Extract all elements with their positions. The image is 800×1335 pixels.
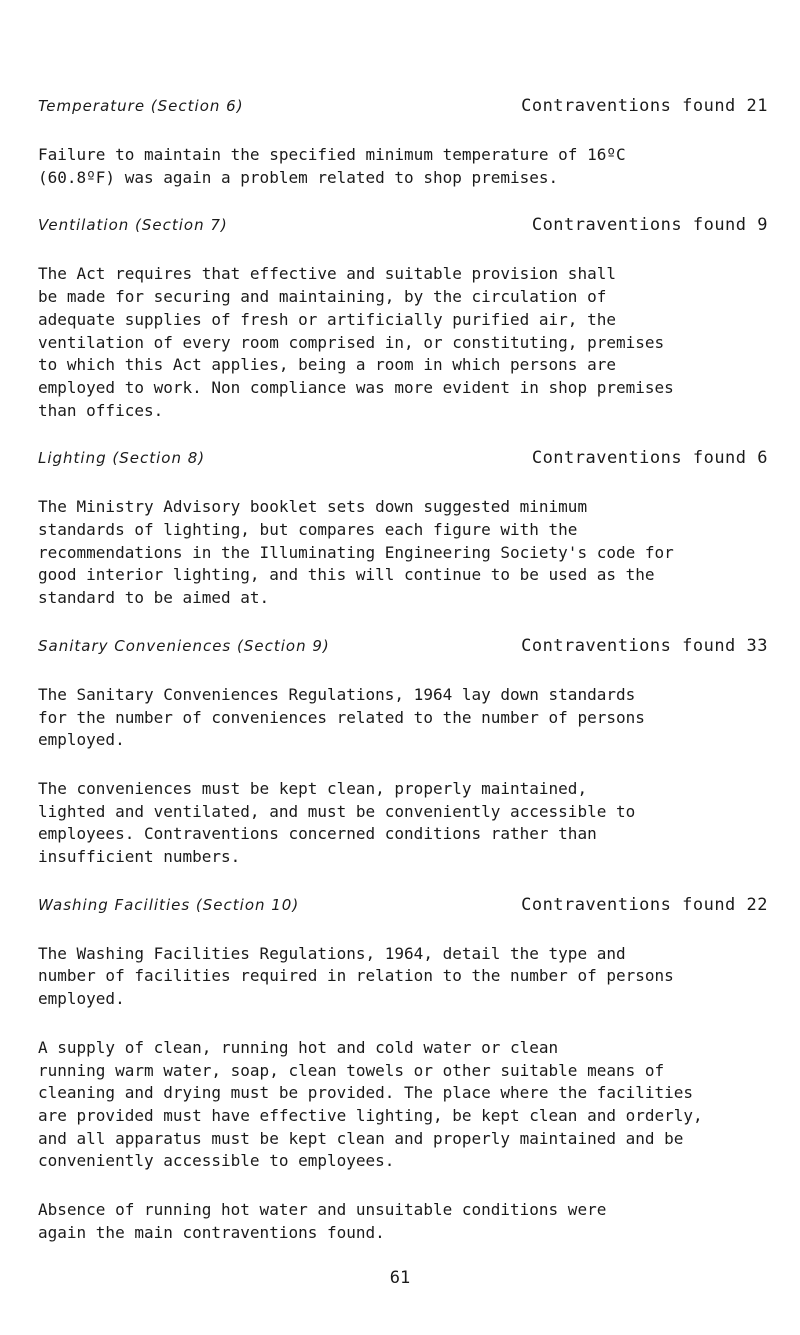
section-sanitary-conveniences xyxy=(38,634,768,869)
section-title: Temperature (Section 6) xyxy=(38,97,244,115)
section-heading xyxy=(38,94,768,118)
section-paragraph: Absence of running hot water and unsuitable conditions were again the main contraventions found. xyxy=(38,1200,607,1242)
section-paragraph: Failure to maintain the specified minimum temperature of 16ºC (60.8ºF) was again a problem related to shop premises. xyxy=(38,145,626,187)
contraventions-count: Contraventions found 21 xyxy=(521,96,768,116)
section-heading xyxy=(38,213,768,237)
section-paragraph: The Sanitary Conveniences Regulations, 1964 lay down standards for the number of conveniences related to the number of persons employed. xyxy=(38,684,645,750)
section-paragraph: The Act requires that effective and suitable provision shall be made for securing and maintaining, by the circulation of adequate supplies of fresh or artificially purified air, the ventilation of every room comprised in, or constituting, premises to which this Act applies, being a room in which persons are employed to work. Non compliance was more evident in shop premises than offices. xyxy=(38,264,674,420)
section-heading xyxy=(38,446,768,470)
section-heading xyxy=(38,634,768,658)
section-title: Sanitary Conveniences (Section 9) xyxy=(38,636,330,655)
contraventions-count: Contraventions found 9 xyxy=(531,215,768,236)
document-page xyxy=(38,94,768,1269)
section-temperature xyxy=(38,94,768,189)
section-paragraph: The Washing Facilities Regulations, 1964, detail the type and number of facilities required in relation to the number of persons employed. xyxy=(38,943,674,1009)
section-paragraph: The Ministry Advisory booklet sets down suggested minimum standards of lighting, but compares each figure with the recommendations in the Illuminating Engineering Society's code for good interior lighting, and this will continue to be used as the standard to be aimed at. xyxy=(38,497,674,608)
section-paragraph: A supply of clean, running hot and cold water or clean running warm water, soap, clean towels or other suitable means of cleaning and drying must be provided. The place where the facilities are provided must have effective lighting, be kept clean and orderly, and all apparatus must be kept clean and properly maintained and be conveniently accessible to employees. xyxy=(38,1037,703,1171)
page-number: 61 xyxy=(389,1268,411,1288)
contraventions-count: Contraventions found 33 xyxy=(521,635,768,656)
section-heading xyxy=(38,893,768,917)
section-paragraph: The conveniences must be kept clean, properly maintained, lighted and ventilated, and must be conveniently accessible to employees. Contraventions concerned conditions rather than insufficient numbers. xyxy=(38,778,636,867)
contraventions-count: Contraventions found 6 xyxy=(531,448,768,469)
section-title: Washing Facilities (Section 10) xyxy=(38,895,300,914)
section-title: Lighting (Section 8) xyxy=(38,449,206,468)
section-ventilation xyxy=(38,213,768,422)
section-title: Ventilation (Section 7) xyxy=(38,216,228,235)
section-washing-facilities xyxy=(38,893,768,1245)
contraventions-count: Contraventions found 22 xyxy=(521,894,768,915)
section-lighting xyxy=(38,446,768,610)
